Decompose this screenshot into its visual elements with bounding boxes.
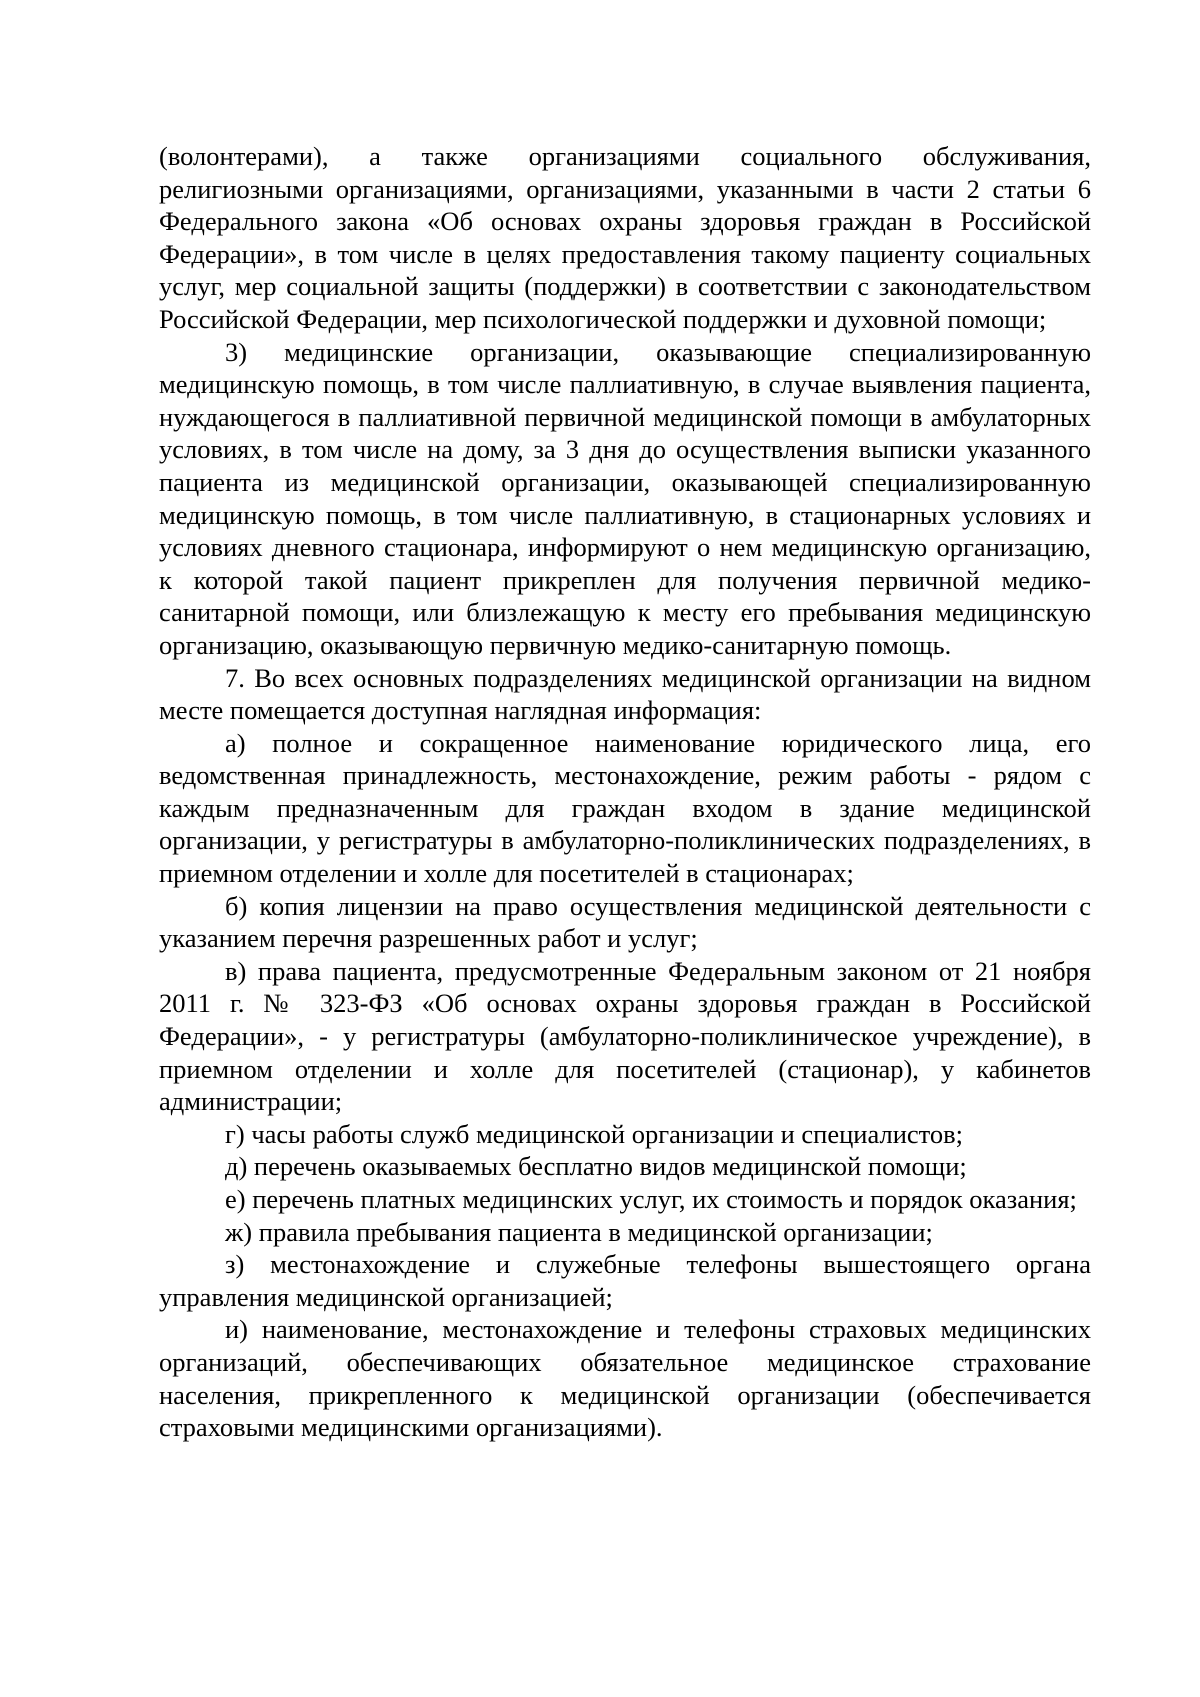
paragraph-item-g: г) часы работы служб медицинской организации и специалистов; (225, 1118, 963, 1149)
paragraph-item-3: 3) медицинские организации, оказывающие специализированную медицинскую помощь, в том числе паллиативную, в случае выявления пациента, нуждающегося в паллиативной первичной медицинской помощи в амбулаторных условиях, в том числе на дому, за 3 дня до осуществления выписки указанного пациента из медицинской организации, оказывающей специализированную медицинскую помощь, в том числе паллиативную, в стационарных условиях и условиях дневного стационара, информируют о нем медицинскую организацию, к которой такой пациент прикреплен для получения первичной медико-санитарной помощи, или близлежащую к месту его пребывания медицинскую организацию, оказывающую первичную медико-санитарную помощь. (159, 336, 1091, 660)
paragraph-section-7: 7. Во всех основных подразделениях медицинской организации на видном месте помещается доступная наглядная информация: (159, 662, 1091, 726)
paragraph-item-i: и) наименование, местонахождение и телефоны страховых медицинских организаций, обеспечивающих обязательное медицинское страхование населения, прикрепленного к медицинской организации (обеспечивается страховыми медицинскими организациями). (159, 1314, 1091, 1443)
paragraph-item-b: б) копия лицензии на право осуществления медицинской деятельности с указанием перечня разрешенных работ и услуг; (159, 890, 1091, 954)
paragraph-item-e: е) перечень платных медицинских услуг, их стоимость и порядок оказания; (225, 1184, 1077, 1214)
paragraph-item-zh: ж) правила пребывания пациента в медицинской организации; (225, 1216, 933, 1247)
paragraph-continuation: (волонтерами), а также организациями социального обслуживания, религиозными организациями, организациями, указанными в части 2 статьи 6 Федерального закона «Об основах охраны здоровья граждан в Российской Федерации», в том числе в целях предоставления такому пациенту социальных услуг, мер социальной защиты (поддержки) в соответствии с законодательством Российской Федерации, мер психологической поддержки и духовной помощи; (159, 141, 1091, 334)
paragraph-item-v: в) права пациента, предусмотренные Федеральным законом от 21 ноября 2011 г. № 323-ФЗ «Об основах охраны здоровья граждан в Российской Федерации», - у регистратуры (амбулаторно-поликлиническое учреждение), в приемном отделении и холле для посетителей (стационар), у кабинетов администрации; (159, 955, 1091, 1117)
paragraph-item-a: а) полное и сокращенное наименование юридического лица, его ведомственная принадлежность, местонахождение, режим работы - рядом с каждым предназначенным для граждан входом в здание медицинской организации, у регистратуры в амбулаторно-поликлинических подразделениях, в приемном отделении и холле для посетителей в стационарах; (159, 727, 1091, 889)
document-page (159, 140, 1091, 1444)
paragraph-item-d: д) перечень оказываемых бесплатно видов медицинской помощи; (225, 1151, 967, 1182)
paragraph-item-z: з) местонахождение и служебные телефоны вышестоящего органа управления медицинской организацией; (159, 1249, 1091, 1312)
